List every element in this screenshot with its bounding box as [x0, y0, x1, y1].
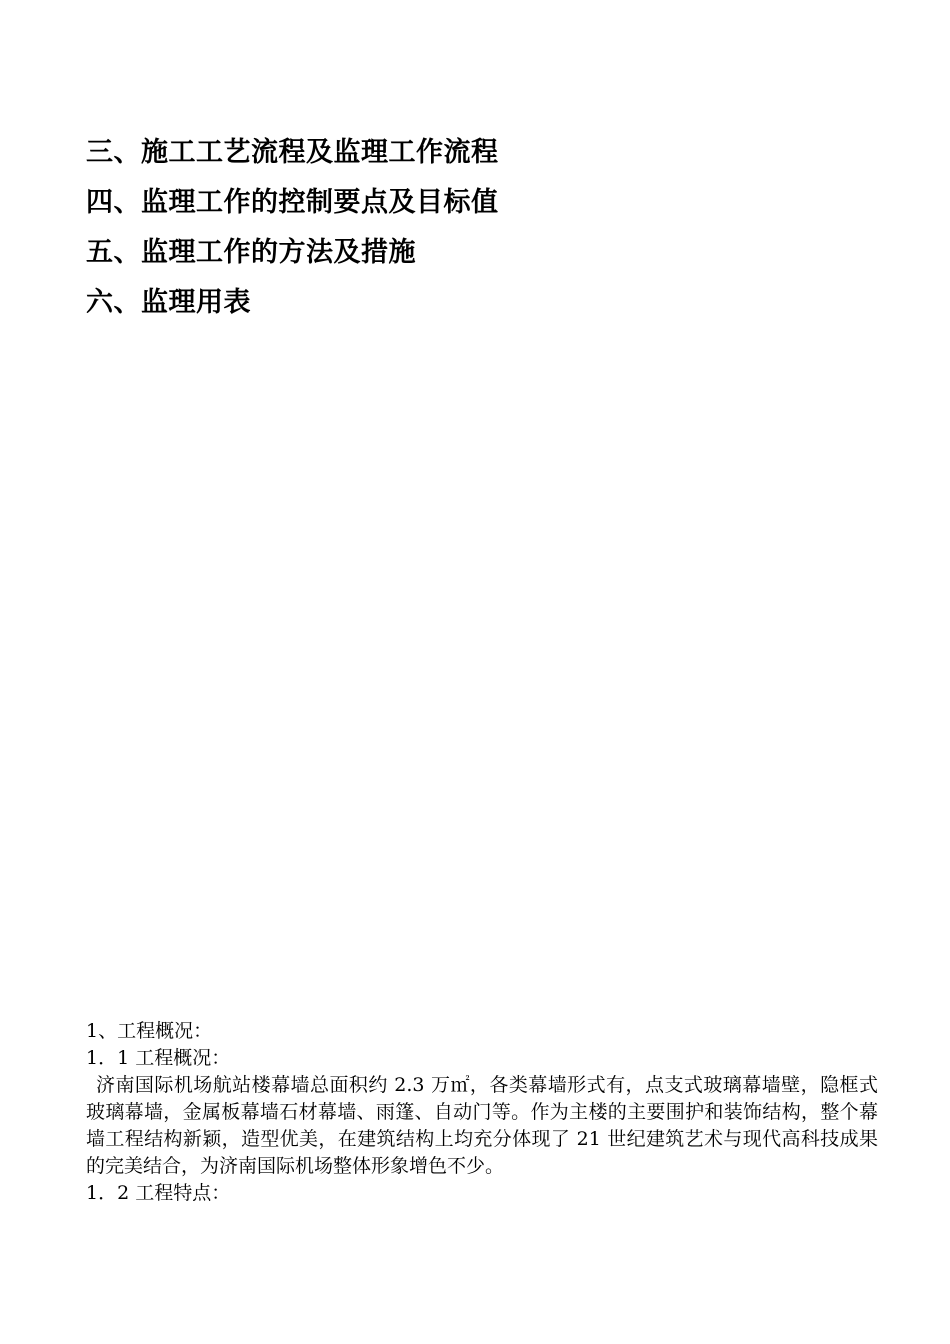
toc-item-6: 六、监理用表 [86, 287, 251, 318]
project-overview-paragraph: 济南国际机场航站楼幕墙总面积约 2.3 万㎡，各类幕墙形式有，点支式玻璃幕墙壁，隐框式玻璃幕墙，金属板幕墙石材幕墙、雨篷、自动门等。作为主楼的主要围护和装饰结构，整个幕墙工程结构新颖，造型优美，在建筑结构上均充分体现了 21 世纪建筑艺术与现代高科技成果的完美结合，为济南国际机场整体形象增色不少。 [86, 1074, 878, 1177]
toc-item-4: 四、监理工作的控制要点及目标值 [86, 187, 499, 218]
table-of-contents [86, 128, 886, 328]
toc-item-5: 五、监理工作的方法及措施 [86, 237, 416, 268]
section-heading-project-overview: 1、工程概况： [86, 1020, 213, 1042]
toc-item-3: 三、施工工艺流程及监理工作流程 [86, 137, 499, 168]
subsection-heading-1-2: 1．2 工程特点： [86, 1182, 231, 1204]
subsection-heading-1-1: 1．1 工程概况： [86, 1047, 231, 1069]
document-body [86, 1018, 878, 1207]
